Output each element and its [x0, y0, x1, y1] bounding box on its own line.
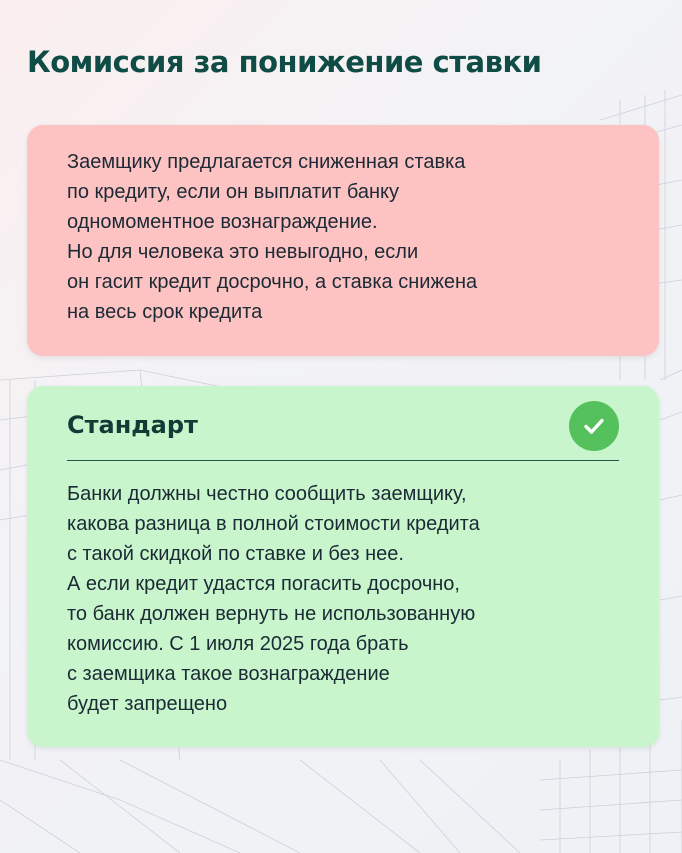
standard-card: [27, 386, 659, 747]
page-title: Комиссия за понижение ставки: [27, 45, 542, 79]
problem-description: Заемщику предлагается сниженная ставка по кредиту, если он выплатит банку одномоментное вознаграждение. Но для человека это невыгодно, если он гасит кредит досрочно, а ставка снижена на весь срок кредита: [67, 151, 478, 323]
problem-card: [27, 125, 659, 356]
card-divider: [67, 460, 619, 461]
check-circle-icon: [569, 401, 619, 451]
standard-description: Банки должны честно сообщить заемщику, какова разница в полной стоимости кредита с такой скидкой по ставке и без нее. А если кредит удастся погасить досрочно, то банк должен вернуть не использованную комиссию. С 1 июля 2025 года брать с заемщика такое вознаграждение будет запрещено: [67, 483, 480, 715]
standard-card-title: Стандарт: [67, 411, 198, 439]
